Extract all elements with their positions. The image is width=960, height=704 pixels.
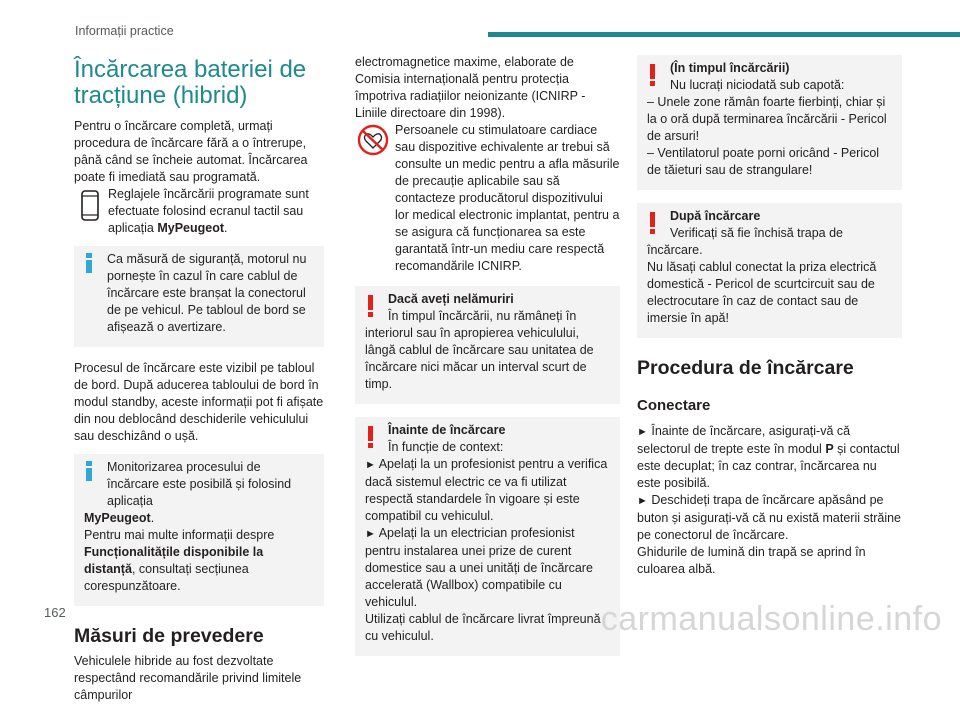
warning-icon: [650, 212, 656, 234]
arrow-bullet-icon: ►: [365, 528, 376, 540]
dot: .: [150, 511, 155, 525]
warning-box-before-charging: [355, 417, 620, 656]
warning-box-doubts: [355, 286, 620, 404]
arrow-bullet-icon: ►: [365, 459, 376, 471]
section-title-precautions: Măsuri de prevedere: [74, 625, 264, 647]
app-name: MyPeugeot: [157, 221, 225, 235]
warning-icon: [368, 295, 374, 317]
light-guides-text: Ghidurile de lumină din trapă se aprind în culoarea albă.: [637, 545, 866, 576]
dashboard-paragraph: Procesul de încărcare este vizibil pe tabloul de bord. După aducerea tabloului de bord în modul standby, aceste informații pot fi afișate din nou deblocând deschiderile vehiculului sau deschizând o ușă.: [74, 361, 324, 443]
warning-title: După încărcare: [670, 209, 761, 223]
ignition-text: și contactul este decuplat; în caz contrar, încărcarea nu este posibilă.: [637, 442, 900, 490]
monitoring-text: Monitorizarea procesului de încărcare este posibilă și folosind aplicația: [107, 460, 292, 508]
warning-title: Dacă aveți nelămuriri: [388, 292, 514, 306]
warning-text: În timpul încărcării, nu rămâneți în interiorul sau în apropierea vehiculului, lângă cablul de încărcare sau unitatea de încărcare nici măcar un interval scurt de timp.: [365, 309, 594, 391]
fan-text: – Ventilatorul poate porni oricând - Pericol de tăieturi sau de strangulare!: [647, 146, 880, 177]
info-box-monitoring: [74, 454, 324, 606]
info-box-text: Ca măsură de siguranță, motorul nu pornește în cazul în care cablul de încărcare este branșat la conectorul de pe vehicul. Pe tabloul de bord se afișează o avertizare.: [107, 252, 307, 334]
info-icon: [86, 461, 92, 481]
icnirp-paragraph: electromagnetice maxime, elaborate de Comisia internațională pentru protecția împotriva radiațiilor neionizante (ICNIRP - Liniile directoare din 1998).: [355, 55, 586, 120]
pacemaker-warning-icon: [356, 124, 390, 156]
more-info-text: Pentru mai multe informații despre: [84, 528, 275, 542]
warning-box-after-charging: [637, 203, 902, 338]
selector-text: Înainte de încărcare, asigurați-vă că selectorul de trepte este în modul: [637, 424, 851, 456]
section-title-charging: Încărcarea bateriei de tracțiune (hibrid): [74, 56, 307, 109]
page-number: 162: [44, 605, 66, 620]
programmed-charging-note: [74, 186, 324, 237]
park-mode-label: P: [825, 442, 834, 456]
warning-box-during-charging: [637, 55, 902, 190]
warning-title: Înainte de încărcare: [388, 423, 506, 437]
smartphone-icon: [76, 189, 104, 223]
arrow-bullet-icon: ►: [637, 495, 648, 507]
check-electric-text: Apelați la un profesionist pentru a verifica dacă sistemul electric ce va fi utilizat respectă standardele în vigoare și este compatibil cu vehiculul.: [365, 457, 608, 523]
remote-features-label: Funcționalitățile disponibile la distanță: [84, 545, 264, 576]
warning-icon: [368, 426, 374, 448]
cable-text: Utilizați cablul de încărcare livrat împreună cu vehiculul.: [365, 612, 601, 643]
warning-icon: [650, 64, 656, 86]
pacemaker-note: [355, 122, 620, 275]
programmed-end: .: [224, 221, 228, 235]
open-flap-text: Deschideți trapa de încărcare apăsând pe buton și asigurați-vă că nu există materii străine pe conectorul de încărcare.: [637, 493, 902, 542]
warning-title: (În timpul încărcării): [670, 61, 790, 75]
arrow-bullet-icon: ►: [637, 426, 648, 438]
section-title-procedure: Procedura de încărcare: [637, 357, 854, 379]
hot-zones-text: – Unele zone rămân foarte fierbinți, chiar și la o oră după terminarea încărcării - Pericol de arsuri!: [647, 95, 887, 143]
hood-text: Nu lucrați niciodată sub capotă:: [670, 78, 845, 92]
consult-text: , consultați secțiunea corespunzătoare.: [84, 562, 249, 593]
info-icon: [86, 253, 92, 273]
column-2: [355, 54, 620, 669]
subsection-title-connect: Conectare: [637, 397, 711, 414]
electrician-text: Apelați la un electrician profesionist pentru instalarea unei prize de curent domestice sau a unei unități de încărcare accelerată (Wallbox) compatibile cu vehiculul.: [365, 526, 593, 609]
context-text: În funcție de context:: [388, 440, 504, 454]
programmed-text: Reglajele încărcării programate sunt efectuate folosind ecranul tactil sau aplicația: [108, 187, 309, 235]
app-name: MyPeugeot: [84, 511, 151, 525]
pacemaker-text: Persoanele cu stimulatoare cardiace sau dispozitive echivalente ar trebui să consulte un medic pentru a afla măsurile de precauție aplicabile sau să contacteze producătorul dispozitivului lor medical electronic implantat, pentru a se asigura că funcționarea sa este garantată într-un mediu care respectă recomandările ICNIRP.: [395, 123, 620, 273]
column-1: [74, 55, 324, 704]
column-3: [637, 55, 902, 578]
watermark: carmanualsonline.info: [600, 600, 942, 638]
flap-text: Verificați să fie închisă trapa de încărcare.: [647, 226, 844, 257]
header-title: Informații practice: [75, 24, 174, 38]
precautions-paragraph: Vehiculele hibride au fost dezvoltate respectând recomandările privind limitele câmpurilor: [74, 654, 302, 702]
cable-warning-text: Nu lăsați cablul conectat la priza electrică domestică - Pericol de scurtcircuit sau de electrocutare în caz de contact sau de imersie în apă!: [647, 260, 877, 325]
intro-paragraph: Pentru o încărcare completă, urmați procedura de încărcare fără a o întrerupe, până când se încheie automat. Încărcarea poate fi imediată sau programată.: [74, 119, 308, 184]
info-box-safety: [74, 246, 324, 347]
header-accent-bar: [488, 32, 960, 37]
